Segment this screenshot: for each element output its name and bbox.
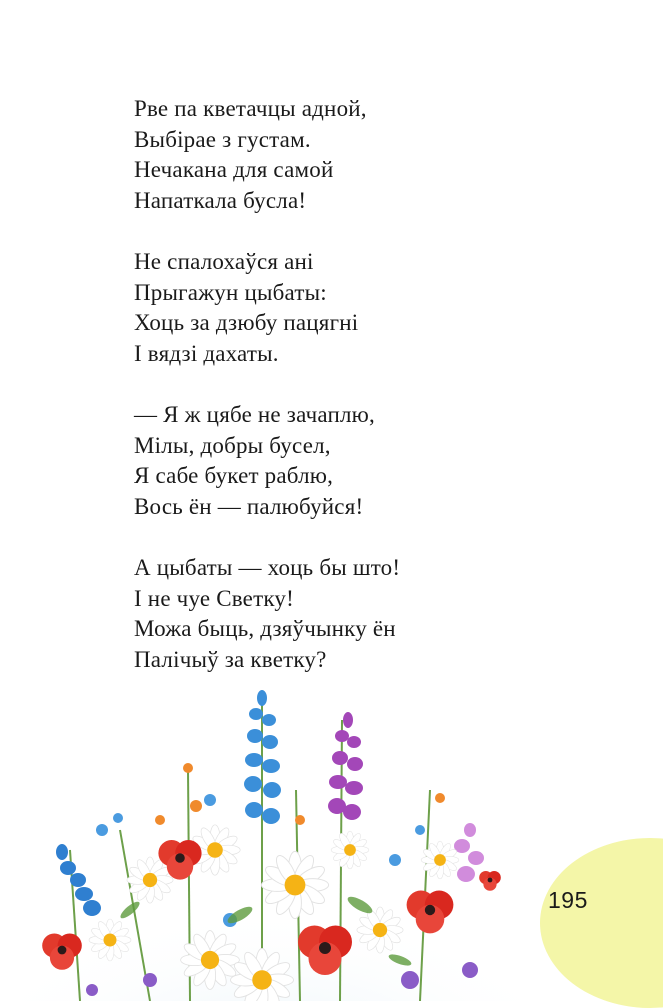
poem-line: Выбірае з густам.	[134, 126, 311, 152]
page-number: 195	[548, 887, 588, 913]
poem-text	[134, 94, 400, 706]
poem-line: Прыгажун цыбаты:	[134, 279, 327, 305]
poem-line: Вось ён — палюбуйся!	[134, 493, 364, 519]
poem-line: Мілы, добры бусел,	[134, 432, 331, 458]
poem-line: Рве па кветачцы адной,	[134, 96, 367, 121]
wildflower-bouquet-illustration	[0, 680, 560, 1001]
poem-line: Я сабе букет раблю,	[134, 463, 334, 488]
stanza-3	[134, 400, 400, 522]
poem-line: І не чуе Светку!	[134, 585, 294, 611]
poem-line: Хоць за дзюбу пацягні	[134, 310, 359, 335]
poem-line: Нечакана для самой	[134, 157, 334, 182]
poem-line: І вядзі дахаты.	[134, 340, 279, 366]
poem-line: Палічыў за кветку?	[134, 646, 327, 672]
poem-line: А цыбаты — хоць бы што!	[134, 555, 401, 580]
poem-line: Напаткала бусла!	[134, 187, 307, 213]
stanza-2	[134, 247, 400, 369]
poem-line: Не спалохаўся ані	[134, 249, 314, 274]
stanza-4	[134, 553, 400, 675]
poem-line: — Я ж цябе не зачаплю,	[134, 402, 375, 427]
poem-line: Можа быць, дзяўчынку ён	[134, 616, 396, 641]
stanza-1	[134, 94, 400, 216]
